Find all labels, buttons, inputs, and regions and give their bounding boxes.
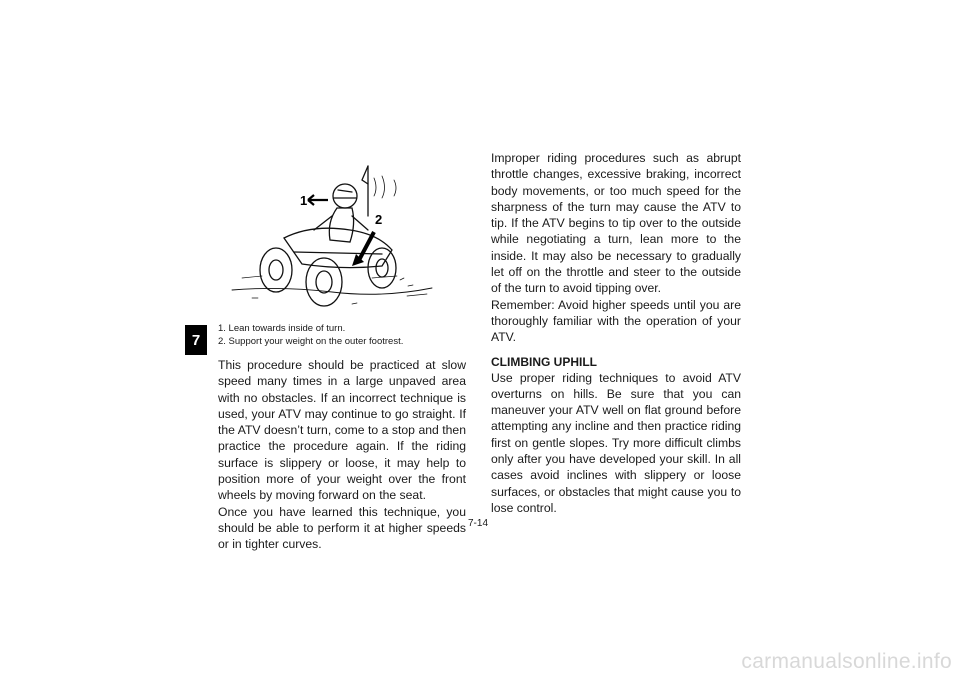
callout-1: 1 (300, 193, 308, 208)
caption-1: 1. Lean towards inside of turn. (218, 323, 346, 334)
atv-turning-illustration (222, 158, 452, 323)
figure-captions (218, 322, 468, 348)
body-paragraph: Improper riding procedures such as abrupt throttle changes, excessive braking, incorrect body movements, or too much speed for the sharpness of the turn may cause the ATV to tip. If the ATV begins to tip over to the outside while negotiating a turn, lean more to the inside. It may also be necessary to gradually let off on the throttle and steer to the outside of the turn to avoid tipping over. (491, 151, 741, 296)
body-paragraph: Once you have learned this technique, you should be able to perform it at higher speeds or in tighter curves. (218, 504, 466, 552)
watermark: carmanualsonline.info (741, 650, 952, 673)
body-paragraph: Remember: Avoid higher speeds until you are thoroughly familiar with the operation of your ATV. (491, 297, 741, 345)
arrow-down-icon (358, 232, 374, 262)
arrow-left-icon (308, 195, 328, 205)
page-number: 7-14 (468, 518, 489, 529)
chapter-tab: 7 (185, 325, 207, 355)
caption-2: 2. Support your weight on the outer footrest. (218, 336, 404, 347)
callout-2: 2 (375, 212, 383, 227)
section-heading: CLIMBING UPHILL (491, 354, 597, 369)
body-paragraph: This procedure should be practiced at slow speed many times in a large unpaved area with no obstacles. If an incorrect technique is used, your ATV may continue to go straight. If the ATV doesn’t turn, come to a stop and then practice the procedure again. If the riding surface is slippery or loose, it may help to position more of your weight over the front wheels by moving forward on the seat. (218, 358, 466, 503)
left-column (218, 357, 466, 553)
body-paragraph: Use proper riding techniques to avoid ATV overturns on hills. Be sure that you can maneuver your ATV well on flat ground before attempting any incline and then practice riding first on gentle slopes. Try more difficult climbs only after you have developed your skill. In all cases avoid inclines with slippery or loose surfaces, or obstacles that might cause you to lose control. (491, 370, 741, 515)
right-column (491, 150, 741, 516)
